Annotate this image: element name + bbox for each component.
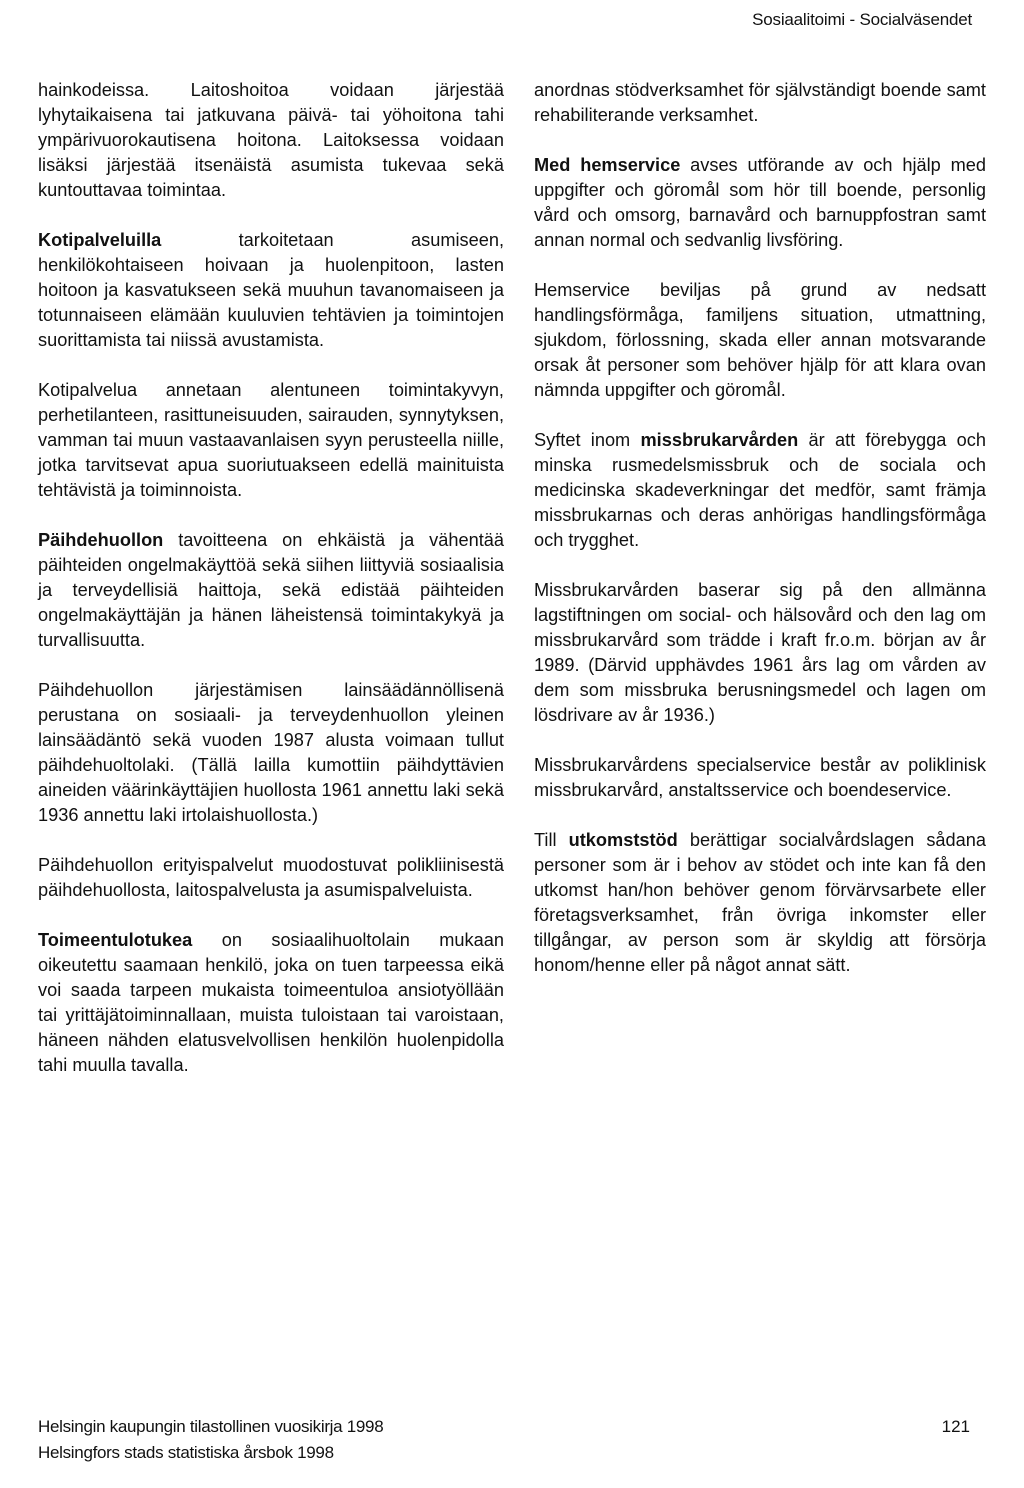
- footer-line-finnish: Helsingin kaupungin tilastollinen vuosikirja 1998: [38, 1417, 384, 1436]
- footer-publication: [38, 1414, 383, 1466]
- lead-med: Med: [534, 155, 581, 175]
- paragraph: Päihdehuollon tavoitteena on ehkäistä ja vähentää päihteiden ongelmakäyttöä sekä siihen liittyviä sosiaalisia ja terveydellisiä haittoja, sekä edistää päihteiden ongelmakäyttäjän ja hänen läheistensä toimintakykyä ja turvallisuutta.: [38, 530, 504, 650]
- term-paihdehuollon: Päihdehuollon: [38, 530, 164, 550]
- running-header: Sosiaalitoimi - Socialväsendet: [752, 10, 972, 29]
- paragraph: Hemservice beviljas på grund av nedsatt handlingsförmåga, familjens situation, utmattning, sjukdom, förlossning, skada eller annan motsvarande orsak åt personer som behöver hjälp för att klara ovan nämnda uppgifter och göromål.: [534, 280, 986, 400]
- paragraph: hainkodeissa. Laitoshoitoa voidaan järjestää lyhytaikaisena tai jatkuvana päivä- tai yöhoitona tahi ympärivuorokautisena hoitona. Laitoksessa voidaan lisäksi järjestää itsenäistä asumista tukevaa sekä kuntouttavaa toimintaa.: [38, 80, 504, 200]
- paragraph: Kotipalvelua annetaan alentuneen toimintakyvyn, perhetilanteen, rasittuneisuuden, sairauden, synnytyksen, vamman tai muun vastaavanlaisen syyn perusteella niille, jotka tarvitsevat apua suoriutuakseen edellä mainituista tehtävistä ja toiminnoista.: [38, 380, 504, 500]
- paragraph: anordnas stödverksamhet för självständigt boende samt rehabiliterande verksamhet.: [534, 80, 986, 125]
- term-missbrukarvarden: missbrukarvården: [640, 430, 799, 450]
- paragraph: Missbrukarvården baserar sig på den allmänna lagstiftningen om social- och hälsovård och den lag om missbrukarvård som trädde i kraft fr.o.m. början av år 1989. (Därvid upphävdes 1961 års lag om vården av dem som missbruka berusningsmedel och lagen om lösdrivare av år 1936.): [534, 580, 986, 725]
- paragraph: Päihdehuollon erityispalvelut muodostuvat polikliinisestä päihdehuollosta, laitospalvelusta ja asumispalveluista.: [38, 855, 504, 900]
- term-kotipalveluilla: Kotipalveluilla: [38, 230, 162, 250]
- paragraph: Toimeentulotukea on sosiaalihuoltolain mukaan oikeutettu saamaan henkilö, joka on tuen tarpeessa eikä voi saada tarpeen mukaista toimeentuloa ansiotyöllään tai yrittäjätoiminnallaan, muista tuloistaan tai varoistaan, häneen nähden elatusvelvollisen henkilön huolenpidolla tahi muulla tavalla.: [38, 930, 504, 1075]
- left-column: [38, 78, 504, 1078]
- page-number: 121: [941, 1417, 970, 1436]
- right-column: [534, 78, 986, 978]
- term-utkomststod: utkomststöd: [568, 830, 678, 850]
- term-hemservice: hemservice: [580, 155, 681, 175]
- paragraph: Päihdehuollon järjestämisen lainsäädännöllisenä perustana on sosiaali- ja terveydenhuollon yleinen lainsäädäntö sekä vuoden 1987 alusta voimaan tullut päihdehuoltolaki. (Tällä lailla kumottiin päihdyttävien aineiden väärinkäyttäjien huollosta 1961 annettu laki sekä 1936 annettu laki irtolaishuollosta.): [38, 680, 504, 825]
- paragraph: Missbrukarvårdens specialservice består av poliklinisk missbrukarvård, anstaltsservice och boendeservice.: [534, 755, 986, 800]
- term-toimeentulotukea: Toimeentulotukea: [38, 930, 193, 950]
- paragraph: Till utkomststöd berättigar socialvårdslagen sådana personer som är i behov av stödet och inte kan få den utkomst han/hon behöver genom förvärvsarbete eller företagsverksamhet, från övriga inkomster eller tillgångar, av person som är skyldig att försörja honom/henne eller på något annat sätt.: [534, 830, 986, 975]
- paragraph: Kotipalveluilla tarkoitetaan asumiseen, henkilökohtaiseen hoivaan ja huolenpitoon, lasten hoitoon ja kasvatukseen sekä muuhun tavanomaiseen ja totunnaiseen elämään kuuluvien tehtävien ja toimintojen suorittamista tai niissä avustamista.: [38, 230, 504, 350]
- paragraph: Syftet inom missbrukarvården är att förebygga och minska rusmedelsmissbruk och de sociala och medicinska skadeverkningar det medför, samt främja missbrukarnas och deras anhörigas handlingsförmåga och trygghet.: [534, 430, 986, 550]
- paragraph: Med hemservice avses utförande av och hjälp med uppgifter och göromål som hör till boende, personlig vård och omsorg, barnavård och barnuppfostran samt annan normal och sedvanlig livsföring.: [534, 155, 986, 250]
- footer-line-swedish: Helsingfors stads statistiska årsbok 1998: [38, 1443, 334, 1462]
